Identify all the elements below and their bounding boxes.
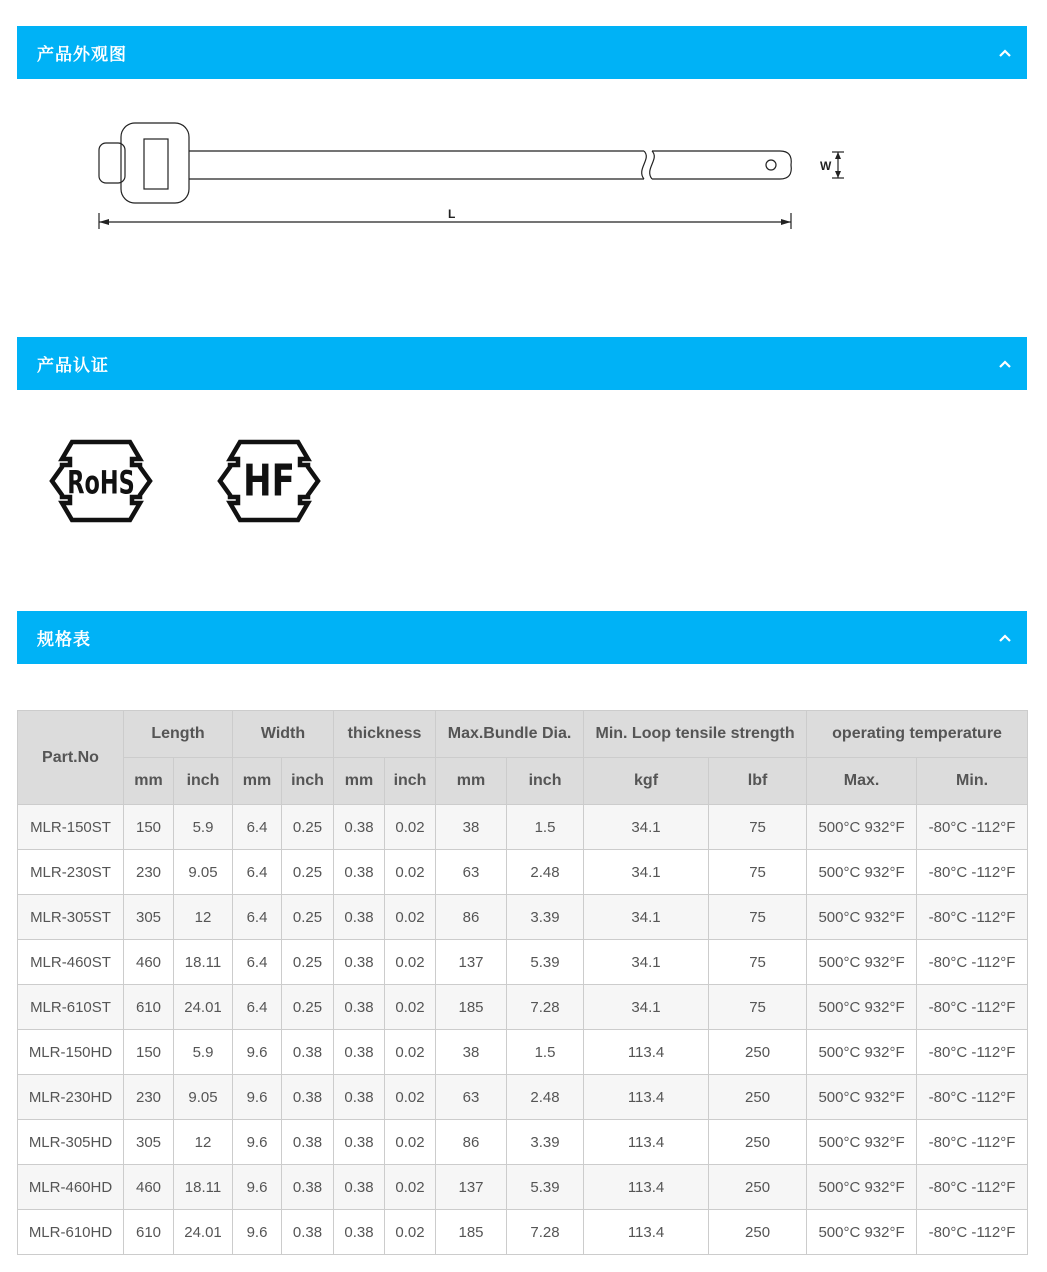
table-cell: 9.6 bbox=[233, 1210, 282, 1255]
table-cell: -80°C -112°F bbox=[917, 1210, 1028, 1255]
part-no-cell: MLR-305HD bbox=[18, 1120, 124, 1165]
table-cell: 150 bbox=[124, 805, 174, 850]
table-cell: 0.25 bbox=[282, 850, 334, 895]
table-cell: 75 bbox=[709, 895, 807, 940]
table-row bbox=[18, 805, 1028, 850]
table-cell: 0.38 bbox=[334, 1210, 385, 1255]
tie-tail-hole bbox=[766, 160, 776, 170]
col-header-width: Width bbox=[233, 711, 334, 758]
table-cell: 1.5 bbox=[507, 1030, 584, 1075]
table-cell: 24.01 bbox=[174, 985, 233, 1030]
table-cell: 460 bbox=[124, 1165, 174, 1210]
table-cell: 500°C 932°F bbox=[807, 940, 917, 985]
table-cell: 0.38 bbox=[334, 1075, 385, 1120]
table-cell: -80°C -112°F bbox=[917, 1030, 1028, 1075]
table-cell: 34.1 bbox=[584, 985, 709, 1030]
table-cell: 75 bbox=[709, 850, 807, 895]
table-cell: 0.02 bbox=[385, 985, 436, 1030]
table-cell: 6.4 bbox=[233, 850, 282, 895]
table-cell: 0.38 bbox=[282, 1120, 334, 1165]
table-cell: 0.38 bbox=[334, 940, 385, 985]
table-row bbox=[18, 940, 1028, 985]
table-cell: 250 bbox=[709, 1210, 807, 1255]
unit-header: inch bbox=[282, 758, 334, 805]
part-no-cell: MLR-230ST bbox=[18, 850, 124, 895]
table-cell: 24.01 bbox=[174, 1210, 233, 1255]
table-cell: 500°C 932°F bbox=[807, 850, 917, 895]
table-cell: 305 bbox=[124, 1120, 174, 1165]
chevron-up-icon[interactable] bbox=[983, 337, 1027, 390]
table-cell: 2.48 bbox=[507, 1075, 584, 1120]
table-cell: 250 bbox=[709, 1120, 807, 1165]
table-cell: 5.9 bbox=[174, 1030, 233, 1075]
table-cell: 185 bbox=[436, 1210, 507, 1255]
table-cell: 6.4 bbox=[233, 940, 282, 985]
table-cell: 86 bbox=[436, 895, 507, 940]
unit-header: kgf bbox=[584, 758, 709, 805]
table-cell: 500°C 932°F bbox=[807, 1210, 917, 1255]
tie-head-outline bbox=[121, 123, 189, 203]
table-cell: 3.39 bbox=[507, 895, 584, 940]
table-cell: -80°C -112°F bbox=[917, 940, 1028, 985]
part-no-cell: MLR-150HD bbox=[18, 1030, 124, 1075]
table-cell: -80°C -112°F bbox=[917, 1075, 1028, 1120]
unit-header: lbf bbox=[709, 758, 807, 805]
table-cell: 3.39 bbox=[507, 1120, 584, 1165]
table-cell: 0.38 bbox=[334, 895, 385, 940]
cable-tie-diagram bbox=[90, 115, 850, 245]
table-cell: 0.02 bbox=[385, 805, 436, 850]
table-cell: 75 bbox=[709, 805, 807, 850]
table-cell: 113.4 bbox=[584, 1120, 709, 1165]
table-cell: -80°C -112°F bbox=[917, 1165, 1028, 1210]
table-cell: 0.38 bbox=[334, 805, 385, 850]
unit-header: inch bbox=[507, 758, 584, 805]
table-cell: 0.38 bbox=[282, 1075, 334, 1120]
unit-header: Min. bbox=[917, 758, 1028, 805]
table-cell: -80°C -112°F bbox=[917, 1120, 1028, 1165]
table-cell: 500°C 932°F bbox=[807, 1075, 917, 1120]
table-cell: 9.6 bbox=[233, 1165, 282, 1210]
table-cell: 0.38 bbox=[334, 850, 385, 895]
col-header-bundle: Max.Bundle Dia. bbox=[436, 711, 584, 758]
unit-header: Max. bbox=[807, 758, 917, 805]
table-cell: 137 bbox=[436, 940, 507, 985]
width-label: W bbox=[820, 159, 832, 173]
table-cell: 610 bbox=[124, 985, 174, 1030]
col-header-tensile: Min. Loop tensile strength bbox=[584, 711, 807, 758]
rohs-badge bbox=[48, 437, 154, 525]
hf-badge bbox=[216, 437, 322, 525]
col-header-temperature: operating temperature bbox=[807, 711, 1028, 758]
table-cell: 9.05 bbox=[174, 850, 233, 895]
unit-header: inch bbox=[174, 758, 233, 805]
chevron-up-icon[interactable] bbox=[983, 26, 1027, 79]
table-cell: 75 bbox=[709, 940, 807, 985]
table-cell: 6.4 bbox=[233, 985, 282, 1030]
table-cell: 305 bbox=[124, 895, 174, 940]
rohs-label: RoHS bbox=[67, 463, 135, 502]
unit-header: mm bbox=[233, 758, 282, 805]
table-cell: 500°C 932°F bbox=[807, 1030, 917, 1075]
table-cell: 5.39 bbox=[507, 940, 584, 985]
table-cell: 0.38 bbox=[334, 1120, 385, 1165]
table-cell: 500°C 932°F bbox=[807, 985, 917, 1030]
table-row bbox=[18, 1030, 1028, 1075]
part-no-cell: MLR-460HD bbox=[18, 1165, 124, 1210]
part-no-cell: MLR-610ST bbox=[18, 985, 124, 1030]
table-cell: 250 bbox=[709, 1075, 807, 1120]
table-cell: 0.02 bbox=[385, 850, 436, 895]
table-cell: 0.02 bbox=[385, 940, 436, 985]
header-row-groups bbox=[18, 711, 1028, 758]
table-cell: 2.48 bbox=[507, 850, 584, 895]
table-cell: 185 bbox=[436, 985, 507, 1030]
table-row bbox=[18, 895, 1028, 940]
header-row-units bbox=[18, 758, 1028, 805]
table-cell: 5.9 bbox=[174, 805, 233, 850]
table-cell: 34.1 bbox=[584, 805, 709, 850]
table-cell: 38 bbox=[436, 1030, 507, 1075]
table-cell: 34.1 bbox=[584, 895, 709, 940]
section-header-appearance[interactable] bbox=[17, 26, 1027, 79]
table-cell: -80°C -112°F bbox=[917, 895, 1028, 940]
table-cell: 18.11 bbox=[174, 1165, 233, 1210]
col-header-length: Length bbox=[124, 711, 233, 758]
part-no-cell: MLR-150ST bbox=[18, 805, 124, 850]
table-cell: 34.1 bbox=[584, 940, 709, 985]
table-cell: 500°C 932°F bbox=[807, 1120, 917, 1165]
table-cell: 6.4 bbox=[233, 805, 282, 850]
table-row bbox=[18, 985, 1028, 1030]
table-cell: 500°C 932°F bbox=[807, 895, 917, 940]
part-no-cell: MLR-305ST bbox=[18, 895, 124, 940]
table-cell: 113.4 bbox=[584, 1075, 709, 1120]
unit-header: mm bbox=[124, 758, 174, 805]
table-cell: 250 bbox=[709, 1165, 807, 1210]
table-cell: 9.6 bbox=[233, 1030, 282, 1075]
table-cell: 0.38 bbox=[334, 1030, 385, 1075]
table-cell: 0.25 bbox=[282, 940, 334, 985]
table-cell: 63 bbox=[436, 1075, 507, 1120]
table-cell: 250 bbox=[709, 1030, 807, 1075]
hf-label: HF bbox=[243, 456, 295, 507]
table-cell: 150 bbox=[124, 1030, 174, 1075]
table-cell: 230 bbox=[124, 1075, 174, 1120]
spec-table-body bbox=[18, 805, 1028, 1255]
table-cell: 1.5 bbox=[507, 805, 584, 850]
table-cell: 38 bbox=[436, 805, 507, 850]
table-cell: 9.6 bbox=[233, 1075, 282, 1120]
table-cell: -80°C -112°F bbox=[917, 805, 1028, 850]
table-cell: 7.28 bbox=[507, 1210, 584, 1255]
table-cell: -80°C -112°F bbox=[917, 850, 1028, 895]
table-cell: 0.02 bbox=[385, 895, 436, 940]
table-cell: 230 bbox=[124, 850, 174, 895]
table-cell: 6.4 bbox=[233, 895, 282, 940]
table-cell: 86 bbox=[436, 1120, 507, 1165]
table-cell: 0.02 bbox=[385, 1075, 436, 1120]
table-cell: 0.02 bbox=[385, 1120, 436, 1165]
part-no-cell: MLR-460ST bbox=[18, 940, 124, 985]
section-title-certification: 产品认证 bbox=[37, 356, 109, 376]
table-row bbox=[18, 850, 1028, 895]
table-row bbox=[18, 1075, 1028, 1120]
table-cell: 63 bbox=[436, 850, 507, 895]
table-row bbox=[18, 1120, 1028, 1165]
tie-buckle bbox=[144, 139, 168, 189]
length-label: L bbox=[448, 207, 456, 221]
part-no-cell: MLR-230HD bbox=[18, 1075, 124, 1120]
table-cell: 7.28 bbox=[507, 985, 584, 1030]
section-title-spec: 规格表 bbox=[37, 630, 91, 650]
table-cell: 0.02 bbox=[385, 1210, 436, 1255]
col-header-part-no: Part.No bbox=[18, 711, 124, 805]
table-row bbox=[18, 1165, 1028, 1210]
table-cell: 460 bbox=[124, 940, 174, 985]
table-cell: 610 bbox=[124, 1210, 174, 1255]
table-cell: 0.38 bbox=[334, 1165, 385, 1210]
table-cell: 12 bbox=[174, 895, 233, 940]
table-cell: 0.02 bbox=[385, 1030, 436, 1075]
table-row bbox=[18, 1210, 1028, 1255]
section-title-appearance: 产品外观图 bbox=[37, 45, 127, 65]
section-header-certification[interactable] bbox=[17, 337, 1027, 390]
unit-header: mm bbox=[436, 758, 507, 805]
chevron-up-icon[interactable] bbox=[983, 611, 1027, 664]
part-no-cell: MLR-610HD bbox=[18, 1210, 124, 1255]
table-cell: 5.39 bbox=[507, 1165, 584, 1210]
table-cell: -80°C -112°F bbox=[917, 985, 1028, 1030]
table-cell: 137 bbox=[436, 1165, 507, 1210]
table-cell: 113.4 bbox=[584, 1030, 709, 1075]
table-cell: 0.38 bbox=[282, 1030, 334, 1075]
table-cell: 9.6 bbox=[233, 1120, 282, 1165]
table-cell: 0.02 bbox=[385, 1165, 436, 1210]
table-cell: 75 bbox=[709, 985, 807, 1030]
table-cell: 0.38 bbox=[282, 1165, 334, 1210]
table-cell: 500°C 932°F bbox=[807, 1165, 917, 1210]
table-cell: 0.38 bbox=[334, 985, 385, 1030]
table-cell: 0.25 bbox=[282, 895, 334, 940]
table-cell: 0.25 bbox=[282, 805, 334, 850]
table-cell: 113.4 bbox=[584, 1210, 709, 1255]
table-cell: 18.11 bbox=[174, 940, 233, 985]
unit-header: inch bbox=[385, 758, 436, 805]
table-cell: 9.05 bbox=[174, 1075, 233, 1120]
table-cell: 0.25 bbox=[282, 985, 334, 1030]
spec-table bbox=[17, 710, 1028, 1255]
table-cell: 12 bbox=[174, 1120, 233, 1165]
table-cell: 113.4 bbox=[584, 1165, 709, 1210]
table-cell: 34.1 bbox=[584, 850, 709, 895]
table-cell: 0.38 bbox=[282, 1210, 334, 1255]
col-header-thickness: thickness bbox=[334, 711, 436, 758]
unit-header: mm bbox=[334, 758, 385, 805]
section-header-spec[interactable] bbox=[17, 611, 1027, 664]
table-cell: 500°C 932°F bbox=[807, 805, 917, 850]
